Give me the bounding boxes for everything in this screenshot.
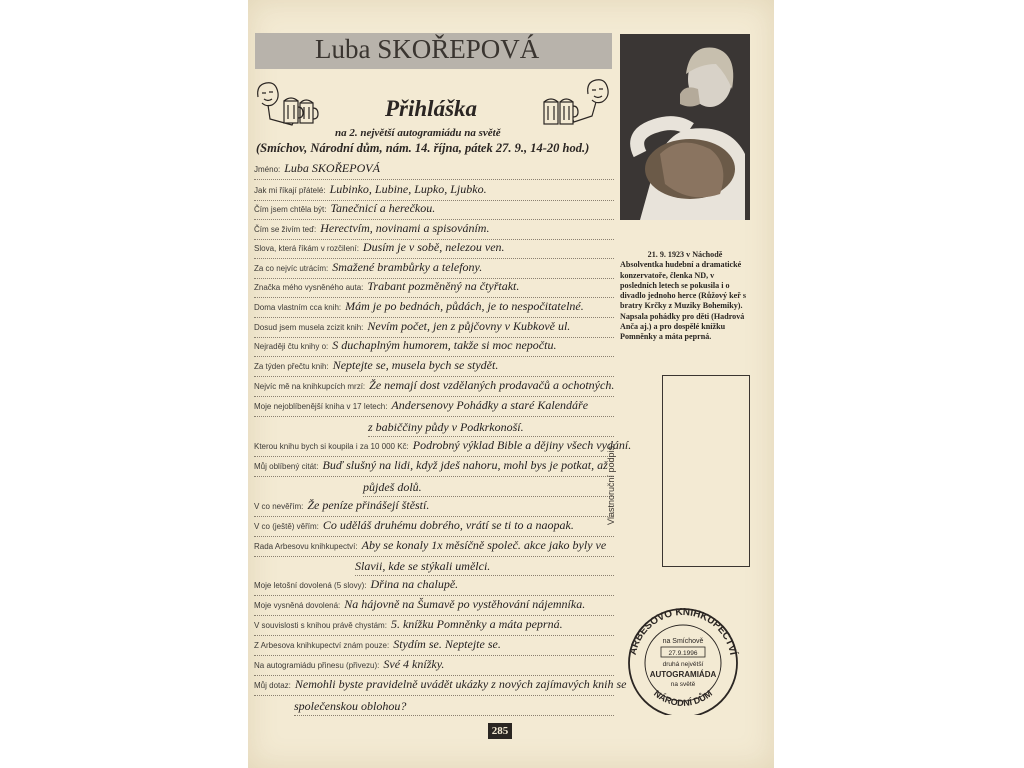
form-answer: Co uděláš druhému dobrého, vrátí se ti to a naopak.	[322, 518, 574, 532]
form-answer: Že peníze přinášejí štěstí.	[307, 498, 430, 512]
form-answer: Aby se konaly 1x měsíčně společ. akce jako byly ve	[361, 538, 607, 552]
form-label: Nejvíc mě na knihkupcích mrzí:	[254, 382, 366, 391]
form-answer: Trabant pozměněný na čtyřtakt.	[367, 279, 520, 293]
form-label: Čím jsem chtěla být:	[254, 205, 327, 214]
form-label: Čím se živím teď:	[254, 225, 317, 234]
form-label: Můj dotaz:	[254, 681, 291, 690]
caricature-right-icon	[540, 72, 615, 134]
form-heading: Přihláška	[385, 96, 478, 121]
stamp-line3: AUTOGRAMIÁDA	[649, 670, 717, 679]
form-row-continuation	[368, 418, 614, 437]
biography	[620, 250, 750, 343]
form-label: Moje vysněná dovolená:	[254, 601, 341, 610]
form-label: Dosud jsem musela zcizit knih:	[254, 323, 364, 332]
form-row	[254, 338, 614, 357]
form-row-continuation	[363, 478, 614, 497]
form-label: Moje nejoblíbenější kniha v 17 letech:	[254, 402, 388, 411]
stamp-outer-top: ARBESOVO KNIHKUPECTVÍ	[627, 606, 739, 657]
biography-text: Absolventka hudební a dramatické konzervatoře, členka ND, v posledních letech se pokusila i o divadlo jednoho herce (Růžový keř s bratry Krčky z Muziky Bohemiky). Napsala pohádky pro děti (Hadrová Anča aj.) a pro dospělé knížku Pomněnky a máta peprná.	[620, 260, 746, 342]
form-label: V co nevěřím:	[254, 502, 304, 511]
stamp-line4: na světě	[670, 681, 696, 688]
page-title: Luba SKOŘEPOVÁ	[315, 34, 540, 64]
form-row	[254, 657, 614, 676]
form-label: V co (ještě) věřím:	[254, 522, 319, 531]
form-row	[254, 240, 614, 259]
signature-label: Vlastnoruční podpis:	[606, 443, 616, 525]
form-answer: Luba SKOŘEPOVÁ	[284, 161, 380, 175]
form-row	[254, 299, 614, 318]
stamp-date: 27.9.1996	[668, 650, 698, 657]
signature-box	[662, 375, 750, 567]
form-row	[254, 677, 627, 696]
form-label: Jak mi říkají přátelé:	[254, 186, 326, 195]
form-answer: Že nemají dost vzdělaných prodavačů a ochotných.	[369, 378, 615, 392]
form-answer: Stydím se. Neptejte se.	[393, 637, 501, 651]
form-answer: Lubinko, Lubine, Lupko, Ljubko.	[329, 182, 487, 196]
form-answer: Mám je po bednách, půdách, je to nespočitatelné.	[345, 299, 584, 313]
form-answer: Nevím počet, jen z půjčovny v Kubkově ul.	[367, 319, 571, 333]
form-row	[254, 518, 614, 537]
form-row	[254, 398, 614, 417]
form-label: Slova, která říkám v rozčilení:	[254, 244, 359, 253]
form-answer: Své 4 knížky.	[383, 657, 445, 671]
portrait-photo	[620, 34, 750, 220]
form-row	[254, 358, 614, 377]
form-row	[254, 597, 614, 616]
form-subtitle: na 2. největší autogramiádu na světě	[335, 127, 501, 139]
bookstore-stamp	[623, 605, 743, 715]
birth-date: 21. 9. 1923 v Náchodě	[647, 250, 723, 259]
form-row-continuation	[294, 697, 614, 716]
page-number: 285	[488, 723, 512, 739]
form-answer: Slavii, kde se stýkali umělci.	[355, 559, 491, 573]
form-row-continuation	[355, 557, 614, 576]
form-row	[254, 637, 614, 656]
form-row	[254, 498, 614, 517]
form-label: Můj oblíbený citát:	[254, 462, 319, 471]
form-answer: půjdeš dolů.	[363, 480, 422, 494]
form-label: V souvislosti s knihou právě chystám:	[254, 621, 387, 630]
form-row	[254, 279, 614, 298]
event-details: (Smíchov, Národní dům, nám. 14. října, pátek 27. 9., 14-20 hod.)	[256, 141, 590, 155]
form-answer: S duchaplným humorem, takže si moc nepočtu.	[332, 338, 557, 352]
form-label: Doma vlastním cca knih:	[254, 303, 342, 312]
form-row	[254, 458, 614, 477]
form-row	[254, 221, 614, 240]
form-row	[254, 319, 614, 338]
form-answer: společenskou oblohou?	[294, 699, 407, 713]
form-answer: Andersenovy Pohádky a staré Kalendáře	[391, 398, 589, 412]
form-label: Jméno:	[254, 165, 281, 174]
svg-text:NÁRODNÍ DŮM	[652, 688, 714, 708]
form-answer: 5. knížku Pomněnky a máta peprná.	[390, 617, 563, 631]
form-row	[254, 538, 614, 557]
stamp-line2: druhá největší	[662, 661, 704, 668]
form-row	[254, 161, 614, 180]
form-label: Nejraději čtu knihy o:	[254, 342, 329, 351]
form-answer: Buď slušný na lidi, když jdeš nahoru, mohl bys je potkat, až	[322, 458, 608, 472]
form-label: Moje letošní dovolená (5 slovy):	[254, 581, 367, 590]
form-answer: z babiččiny půdy v Podkrkonoší.	[368, 420, 524, 434]
form-answer: Na hájovně na Šumavě po vystěhování nájemníka.	[344, 597, 586, 611]
stamp-outer-bottom: NÁRODNÍ DŮM	[652, 688, 714, 708]
form-row	[254, 182, 614, 201]
form-row	[254, 617, 614, 636]
form-label: Na autogramiádu přinesu (přivezu):	[254, 661, 380, 670]
form-row	[254, 201, 614, 220]
form-label: Za týden přečtu knih:	[254, 362, 329, 371]
form-answer: Tanečnicí a herečkou.	[330, 201, 436, 215]
form-label: Rada Arbesovu knihkupectví:	[254, 542, 358, 551]
form-answer: Dřina na chalupě.	[370, 577, 459, 591]
form-answer: Dusím je v sobě, nelezou ven.	[362, 240, 505, 254]
form-answer: Herectvím, novinami a spisováním.	[320, 221, 490, 235]
form-label: Značka mého vysněného auta:	[254, 283, 364, 292]
form-label: Kterou knihu bych si koupila i za 10 000 Kč:	[254, 442, 409, 451]
form-row	[254, 577, 614, 596]
form-row	[254, 260, 614, 279]
form-answer: Smažené brambůrky a telefony.	[332, 260, 483, 274]
stamp-line1: na Smíchově	[662, 638, 704, 645]
form-row	[254, 438, 632, 457]
form-answer: Neptejte se, musela bych se stydět.	[332, 358, 499, 372]
form-label: Z Arbesova knihkupectví znám pouze:	[254, 641, 390, 650]
caricature-left-icon	[252, 75, 327, 135]
form-answer: Nemohli byste pravidelně uvádět ukázky z nových zajímavých knih se	[294, 677, 627, 691]
form-answer: Podrobný výklad Bible a dějiny všech vydání.	[412, 438, 632, 452]
form-label: Za co nejvíc utrácím:	[254, 264, 329, 273]
form-row	[254, 378, 614, 397]
svg-text:ARBESOVO KNIHKUPECTVÍ	[628, 607, 741, 656]
